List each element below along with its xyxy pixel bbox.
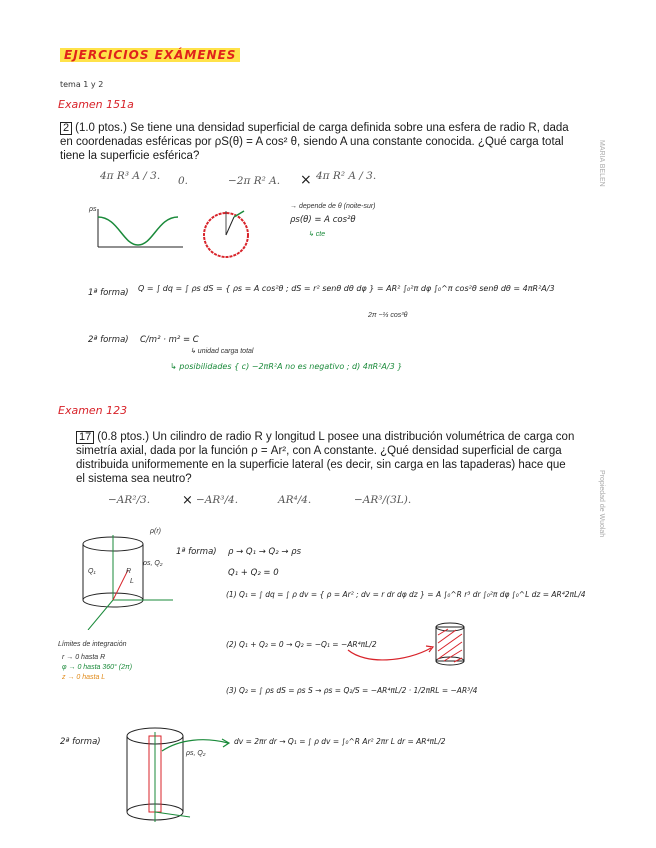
- exam1-question-line2: en coordenadas esféricas por ρS(θ) = A cos² θ, siendo A una constante conocida. ¿Qué carga total: [60, 136, 564, 148]
- exam2-label-rho: ρ(r): [150, 528, 162, 535]
- exam2-question: [76, 430, 596, 486]
- exam2-limit-z: z → 0 hasta L: [62, 674, 106, 681]
- exam2-label-q1: Q₁: [88, 568, 96, 575]
- exam1-sphere-sketch: [198, 205, 258, 261]
- exam2-green-arrow: [160, 733, 232, 755]
- exam2-sum: Q₁ + Q₂ = 0: [228, 568, 279, 578]
- exam2-question-number: 17: [76, 431, 94, 444]
- exam2-cylinder-sketch: [68, 530, 178, 630]
- exam2-step1: (1) Q₁ = ∫ dq = ∫ ρ dv = { ρ = Ar² ; dv = r dr dφ dz } = A ∫₀^R r³ dr ∫₀²π dφ ∫₀^L dz = AR⁴2πL/4: [226, 590, 586, 599]
- exam2-way2: dv = 2πr dr → Q₁ = ∫ ρ dv = ∫₀^R Ar² 2πr L dr = AR⁴πL/2: [234, 737, 446, 746]
- exam1-option-d: 4π R² A / 3.: [316, 170, 377, 182]
- exam2-label-L: L: [130, 578, 134, 585]
- exam1-question: [60, 121, 590, 163]
- exam1-question-line3: tiene la superficie esférica?: [60, 150, 200, 162]
- exam2-limit-r: r → 0 hasta R: [62, 654, 106, 661]
- exam1-question-number: 2: [60, 122, 72, 135]
- exam2-question-line2: simetría axial, dada por la función ρ = Ar², con A constante. ¿Qué densidad superficial de carga: [76, 445, 562, 457]
- exam2-option-b: −AR³/4.: [196, 494, 239, 506]
- page-title: EJERCICIOS EXÁMENES: [60, 48, 240, 62]
- exam1-way1-sub: 2π −⅓ cos³θ: [368, 312, 408, 319]
- exam2-option-d: −AR³/(3L).: [354, 494, 412, 506]
- exam2-question-line1: (0.8 ptos.) Un cilindro de radio R y longitud L posee una distribución volumétrica de carga con: [97, 431, 575, 443]
- exam2-step2: (2) Q₁ + Q₂ = 0 → Q₂ = −Q₁ = −AR⁴πL/2: [226, 640, 377, 649]
- exam2-option-a: −AR²/3.: [108, 494, 151, 506]
- exam2-step3: (3) Q₂ = ∫ ρs dS = ρs S → ρs = Q₂/S = −AR⁴πL/2 · 1/2πRL = −AR³/4: [226, 686, 478, 695]
- exam1-way2-label: 2ª forma): [88, 335, 129, 345]
- exam2-question-line4: el sistema sea neutro?: [76, 473, 192, 485]
- exam1-way1-label: 1ª forma): [88, 288, 129, 298]
- watermark-wuolah: Propiedad de Wuolah: [598, 470, 605, 538]
- exam1-option-c: −2π R² A.: [228, 175, 281, 187]
- exam2-limit-phi: φ → 0 hasta 360° (2π): [62, 664, 133, 671]
- exam1-heading: Examen 151a: [58, 98, 134, 111]
- exam1-note-dep: → depende de θ (noite-sur): [290, 203, 376, 210]
- exam1-way2-note: ↳ unidad carga total: [190, 348, 254, 355]
- exam1-graph-label: ρs: [89, 206, 97, 213]
- exam2-option-c: AR⁴/4.: [278, 494, 312, 506]
- exam2-charged-cylinder-sketch: [430, 620, 470, 670]
- exam1-cos2-graph: [88, 205, 188, 255]
- exam1-option-b: 0.: [178, 175, 189, 187]
- exam1-way2: C/m² · m² = C: [140, 335, 199, 345]
- exam2-way2-label: 2ª forma): [60, 737, 101, 747]
- watermark-name: MARIA BELEN: [598, 140, 605, 187]
- exam1-mark: ×: [300, 172, 312, 188]
- exam1-option-a: 4π R³ A / 3.: [100, 170, 161, 182]
- exam2-way1-label: 1ª forma): [176, 547, 217, 557]
- exam1-note-func: ρs(θ) = A cos²θ: [290, 215, 356, 225]
- exam2-question-line3: distribuida uniformemente en la superficie lateral (es decir, sin carga en las tapaderas) hace que: [76, 459, 566, 471]
- exam2-label-R: R: [126, 568, 132, 575]
- exam2-label-rs: ρs, Q₂: [143, 560, 163, 567]
- exam2-limits-title: Límites de integración: [58, 641, 127, 648]
- exam2-label-rs-2: ρs, Q₂: [186, 750, 206, 757]
- exam1-possibilities: ↳ posibilidades { c) −2πR²A no es negativo ; d) 4πR²A/3 }: [170, 362, 403, 371]
- exam1-question-line1: (1.0 ptos.) Se tiene una densidad superficial de carga definida sobre una esfera de radio R, dada: [75, 122, 569, 134]
- page-subtitle: tema 1 y 2: [60, 80, 104, 89]
- exam2-red-arrow: [346, 640, 436, 670]
- exam1-note-cte: ↳ cte: [308, 231, 326, 238]
- exam2-mark: ×: [182, 493, 193, 508]
- exam2-steps: ρ → Q₁ → Q₂ → ρs: [228, 547, 301, 557]
- exam2-heading: Examen 123: [58, 404, 128, 417]
- exam1-way1: Q = ∫ dq = ∫ ρs dS = { ρs = A cos²θ ; dS = r² senθ dθ dφ } = AR² ∫₀²π dφ ∫₀^π cos²θ senθ dθ = 4πR²A/3: [138, 284, 555, 293]
